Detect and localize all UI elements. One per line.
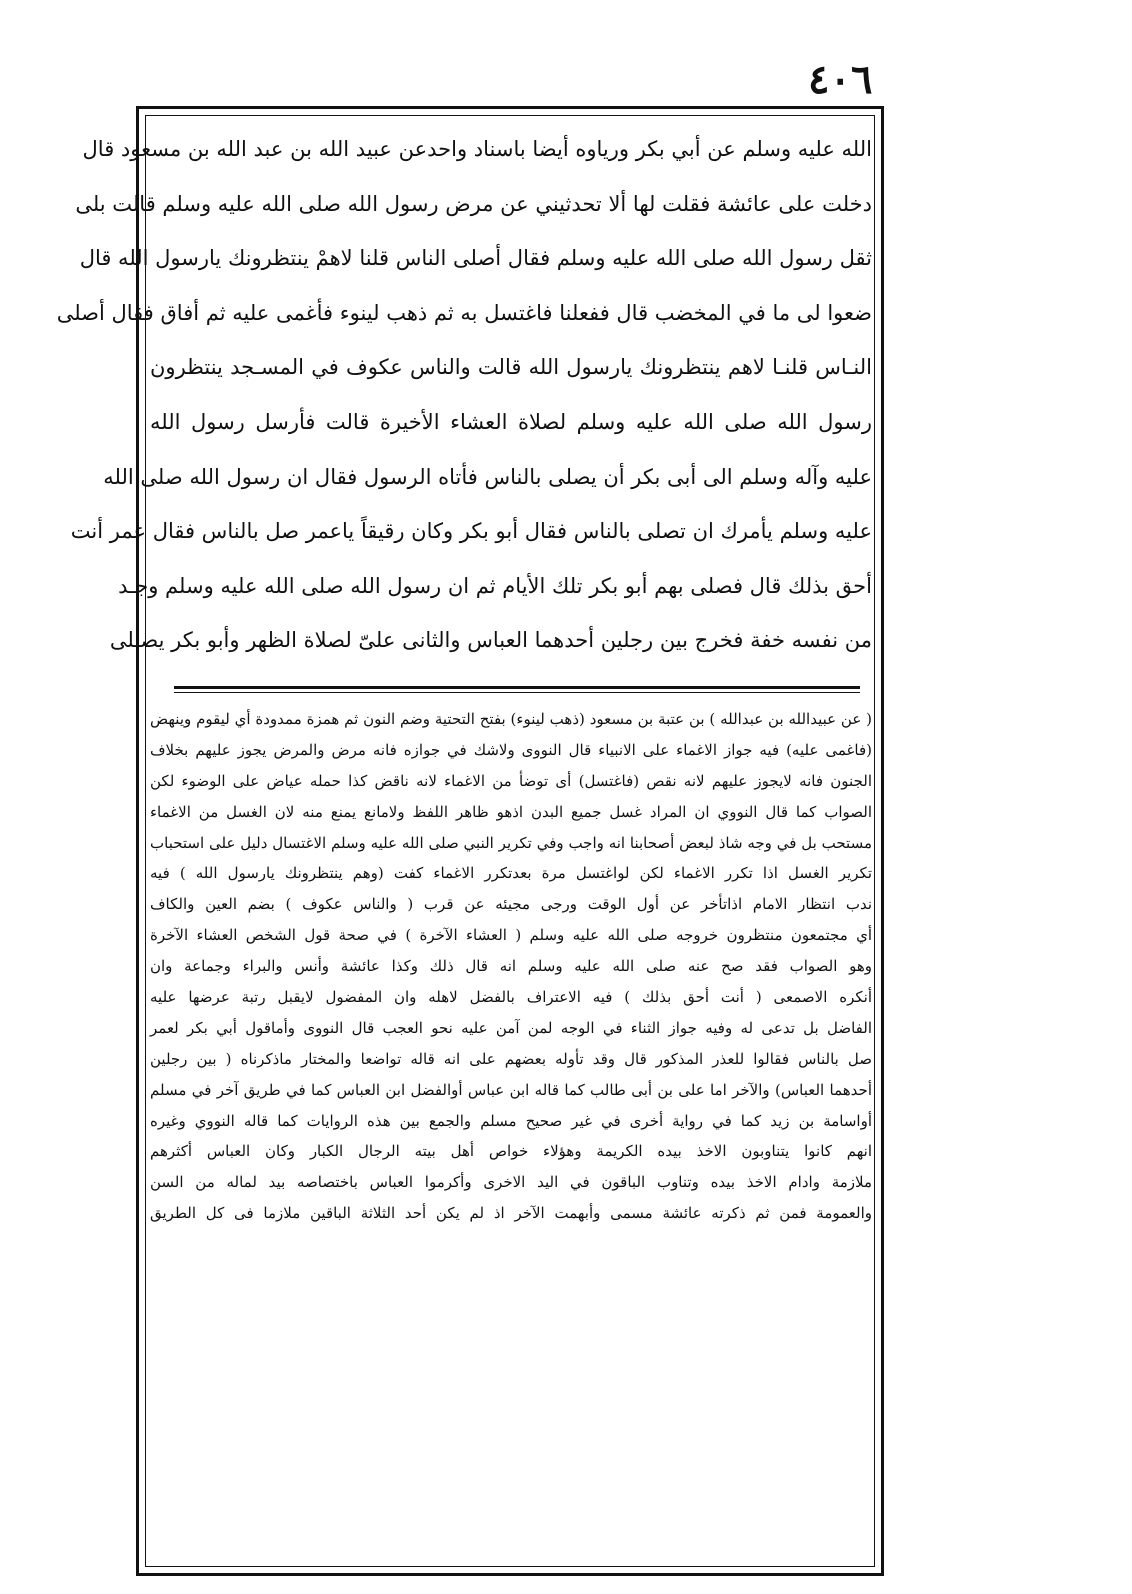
commentary-line: (فاغمى عليه) فيه جواز الاغماء على الانبياء قال النووى ولاشك في جوازه فانه مرض والمرض يجوز عليهم بخلاف bbox=[150, 740, 872, 759]
section-divider bbox=[174, 686, 860, 689]
commentary-line: صل بالناس فقالوا للعذر المذكور قال وقد تأوله بعضهم على انه قاله تواضعا والمختار ماذكرناه ( بين رجلين bbox=[150, 1049, 872, 1068]
commentary-line: انهم كانوا يتناوبون الاخذ بيده الكريمة وهؤلاء خواص أهل بيته الرجال الكبار وكان العباس أكثرهم bbox=[150, 1142, 872, 1161]
commentary-line: وهو الصواب فقد صح عنه صلى الله عليه وسلم انه قال ذلك وكذا عائشة وأنس والبراء وجماعة وان bbox=[150, 957, 872, 976]
commentary-line: تكرير الغسل اذا تكرر الاغماء لكن لواغتسل مرة بعدتكرر الاغماء كفت (وهم ينتظرونك يارسول الله ) فيه bbox=[150, 864, 872, 883]
commentary-line: مستحب بل في وجه شاذ لبعض أصحابنا انه واجب وفي تكرير النبي صلى الله عليه وسلم الاغتسال دليل على استحباب bbox=[150, 833, 872, 852]
main-text-line: الله عليه وسلم عن أبي بكر ورياوه أيضا باسناد واحدعن عبيد الله بن عبد الله بن مسعود قال bbox=[82, 137, 872, 161]
main-text-line: رسول الله صلى الله عليه وسلم لصلاة العشاء الأخيرة قالت فأرسل رسول الله bbox=[150, 409, 872, 434]
main-text-line: عليه وسلم يأمرك ان تصلى بالناس فقال أبو بكر وكان رقيقاً ياعمر صل بالناس فقال عمر أنت bbox=[70, 519, 872, 544]
main-text-line: أحق بذلك قال فصلى بهم أبو بكر تلك الأيام ثم ان رسول الله صلى الله عليه وسلم وجـد bbox=[118, 573, 872, 598]
main-text-line: ثقل رسول الله صلى الله عليه وسلم فقال أصلى الناس قلنا لاهمْ ينتظرونك يارسول الله قال bbox=[79, 246, 872, 271]
commentary-line: ( عن عبيدالله بن عبدالله ) بن عتبة بن مسعود (ذهب لينوء) بفتح التحتية وضم النون ثم همزة ممدودة أي ليقوم وينهض bbox=[150, 710, 872, 728]
page-number: ٤٠٦ bbox=[808, 56, 873, 103]
commentary-line: الفاضل بل تدعى له وفيه جواز الثناء في الوجه لمن آمن عليه نحو العجب قال النووى وأماقول أبي بكر لعمر bbox=[150, 1018, 872, 1037]
commentary-line: أحدهما العباس) والآخر اما على بن أبى طالب كما قاله ابن عباس أوالفضل ابن العباس كما في طريق آخر في مسلم bbox=[150, 1080, 872, 1099]
main-text-line: عليه وآله وسلم الى أبى بكر أن يصلى بالناس فأتاه الرسول فقال ان رسول الله صلى الله bbox=[103, 464, 872, 489]
main-text-line: النـاس قلنـا لاهم ينتظرونك يارسول الله قالت والناس عكوف في المسـجد ينتظرون bbox=[150, 355, 872, 380]
main-text-line: ضعوا لى ما في المخضب قال ففعلنا فاغتسل به ثم ذهب لينوء فأغمى عليه ثم أفاق فقال أصلى bbox=[56, 300, 872, 325]
commentary-line: أنكره الاصمعى ( أنت أحق بذلك ) فيه الاعتراف بالفضل لاهله وان المفضول لايقبل رتبة عرضها عليه bbox=[150, 988, 872, 1007]
commentary-line: والعمومة فمن ثم ذكرته عائشة مسمى وأبهمت الآخر اذ لم يكن أحد الثلاثة الباقين ملازما فى كل الطريق bbox=[150, 1204, 872, 1223]
commentary-block bbox=[150, 704, 872, 1229]
main-text-block bbox=[56, 122, 872, 668]
section-divider-thin bbox=[174, 692, 860, 693]
commentary-line: ملازمة وادام الاخذ بيده وتناوب الباقون في اليد الاخرى وأكرموا العباس باختصاصه بيد لماله من السن bbox=[150, 1173, 872, 1192]
commentary-line: أي مجتمعون منتظرون خروجه صلى الله عليه وسلم ( العشاء الآخرة ) في صحة قول الشخص العشاء الآخرة bbox=[150, 926, 872, 945]
commentary-line: ندب انتظار الامام اذاتأخر عن أول الوقت ورجى مجيئه عن قرب ( والناس عكوف ) بضم العين والكاف bbox=[150, 895, 872, 914]
main-text-line: من نفسه خفة فخرج بين رجلين أحدهما العباس والثانى علىّ لصلاة الظهر وأبو بكر يصـلى bbox=[109, 628, 872, 653]
main-text-line: دخلت على عائشة فقلت لها ألا تحدثيني عن مرض رسول الله صلى الله عليه وسلم قالت بلى bbox=[75, 191, 872, 216]
commentary-line: الصواب كما قال النووي ان المراد غسل جميع البدن اذهو ظاهر اللفظ ولامانع يمنع منه لان الغسل من الاغماء bbox=[150, 802, 872, 821]
commentary-line: الجنون فانه لايجوز عليهم لانه نقص (فاغتسل) أى توضأ من الاغماء لانه ناقض كذا حمله عياض على الوضوء لكن bbox=[150, 771, 872, 790]
commentary-line: أواسامة بن زيد كما في رواية أخرى في غير صحيح مسلم والجمع بين هذه الروايات كما قاله النووي وغيره bbox=[150, 1111, 872, 1130]
